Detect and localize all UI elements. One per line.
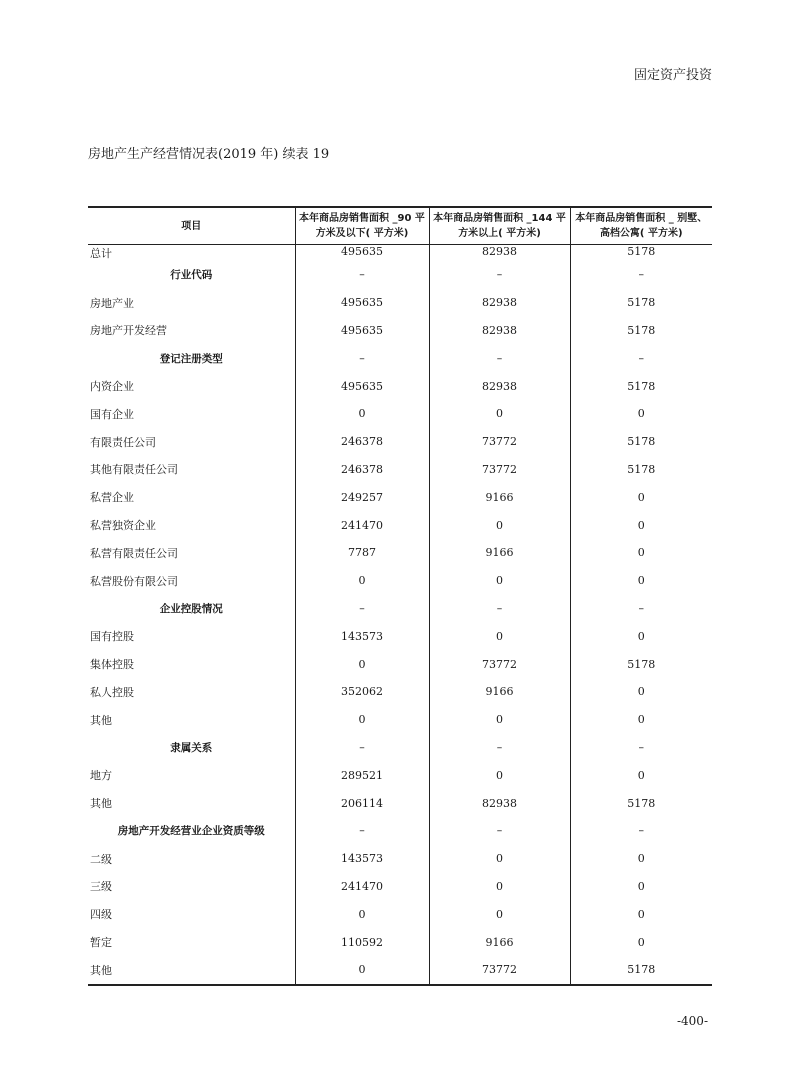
row-label: 集体控股: [90, 658, 134, 672]
row-label: 有限责任公司: [90, 435, 156, 449]
table-cell: 9166: [429, 483, 570, 511]
table-cell: 0: [570, 622, 712, 650]
table-row: [88, 956, 712, 985]
row-label: 房地产业: [90, 296, 134, 310]
table-row: [88, 344, 712, 372]
table-cell: 5178: [570, 245, 712, 262]
table-row: [88, 483, 712, 511]
table-cell: 0: [570, 845, 712, 873]
table-cell: 0: [429, 845, 570, 873]
table-cell: 5178: [570, 789, 712, 817]
table-cell: 5178: [570, 956, 712, 985]
table-cell: 73772: [429, 428, 570, 456]
table-cell: –: [429, 595, 570, 623]
row-label: 其他: [88, 956, 295, 985]
table-cell: –: [570, 817, 712, 845]
table-cell: 0: [570, 539, 712, 567]
table-row: [88, 372, 712, 400]
table-cell: –: [295, 734, 429, 762]
column-header-area-144: 本年商品房销售面积 _144 平方米以上( 平方米): [429, 207, 570, 245]
section-label: 房地产开发经营业企业资质等级: [117, 825, 265, 838]
table-cell: –: [295, 817, 429, 845]
table-cell: 0: [429, 900, 570, 928]
table-cell: 0: [295, 706, 429, 734]
row-label: 内资企业: [90, 380, 134, 394]
running-header: 固定资产投资: [633, 68, 712, 83]
table-cell: 0: [570, 900, 712, 928]
table-row: [88, 845, 712, 873]
table-cell: 0: [570, 567, 712, 595]
table-cell: 5178: [570, 317, 712, 345]
table-cell: 82938: [429, 372, 570, 400]
table-cell: 0: [429, 622, 570, 650]
table-row: [88, 456, 712, 484]
table-cell: 206114: [295, 789, 429, 817]
table-cell: –: [295, 261, 429, 289]
row-label: 国有企业: [90, 407, 134, 421]
row-label: 私营有限责任公司: [90, 546, 178, 560]
table-row: [88, 678, 712, 706]
section-label: 行业代码: [170, 269, 213, 282]
table-cell: 289521: [295, 761, 429, 789]
table-cell: 0: [429, 567, 570, 595]
row-label: 四级: [90, 908, 112, 922]
table-row: [88, 734, 712, 762]
table-cell: 82938: [429, 789, 570, 817]
table-cell: 0: [295, 900, 429, 928]
table-row: [88, 317, 712, 345]
table-cell: 249257: [295, 483, 429, 511]
row-label: 其他: [90, 713, 112, 727]
row-label: 其他: [90, 797, 112, 811]
table-cell: –: [570, 261, 712, 289]
row-label: 私营股份有限公司: [90, 574, 178, 588]
table-cell: 0: [429, 511, 570, 539]
table-cell: 0: [429, 761, 570, 789]
table-cell: –: [570, 734, 712, 762]
table-cell: 143573: [295, 845, 429, 873]
table-cell: 82938: [429, 289, 570, 317]
row-label: 其他有限责任公司: [90, 463, 178, 477]
table-row: [88, 567, 712, 595]
table-cell: 5178: [570, 456, 712, 484]
table-cell: 5178: [570, 650, 712, 678]
table-row: [88, 928, 712, 956]
table-row: [88, 428, 712, 456]
table-cell: 0: [295, 400, 429, 428]
table-cell: 241470: [295, 511, 429, 539]
table-cell: 5178: [570, 428, 712, 456]
table-cell: –: [295, 595, 429, 623]
row-label: 国有控股: [90, 630, 134, 644]
table-title: 房地产生产经营情况表(2019 年) 续表 19: [88, 147, 330, 162]
table-row: [88, 595, 712, 623]
section-label: 隶属关系: [170, 741, 213, 754]
row-label: 二级: [90, 852, 112, 866]
table-row: [88, 245, 712, 262]
data-table: [88, 206, 712, 986]
table-cell: 9166: [429, 678, 570, 706]
table-cell: 73772: [429, 650, 570, 678]
table-cell: 0: [570, 400, 712, 428]
table-cell: 0: [295, 956, 429, 985]
table-cell: 5178: [570, 289, 712, 317]
table-body: [88, 245, 712, 985]
table-cell: 0: [570, 678, 712, 706]
table-cell: –: [570, 595, 712, 623]
table-cell: 9166: [429, 928, 570, 956]
table-cell: 9166: [429, 539, 570, 567]
table-cell: 352062: [295, 678, 429, 706]
table-row: [88, 873, 712, 901]
table-cell: 246378: [295, 456, 429, 484]
section-label: 登记注册类型: [159, 352, 223, 365]
table-row: [88, 622, 712, 650]
table-row: [88, 789, 712, 817]
table-cell: 0: [429, 400, 570, 428]
table-cell: 143573: [295, 622, 429, 650]
table-cell: 73772: [429, 956, 570, 985]
table-cell: 0: [429, 873, 570, 901]
row-label: 房地产开发经营: [90, 324, 167, 338]
table-row: [88, 289, 712, 317]
table-cell: 110592: [295, 928, 429, 956]
table-cell: 82938: [429, 317, 570, 345]
column-header-item: 项目: [88, 207, 295, 245]
table-cell: –: [429, 261, 570, 289]
table-row: [88, 650, 712, 678]
data-table-container: [88, 206, 712, 986]
column-header-area-villa: 本年商品房销售面积 _ 别墅、高档公寓( 平方米): [570, 207, 712, 245]
table-row: [88, 706, 712, 734]
table-cell: 246378: [295, 428, 429, 456]
row-label: 地方: [90, 769, 112, 783]
table-row: [88, 539, 712, 567]
table-cell: –: [429, 817, 570, 845]
table-row: [88, 761, 712, 789]
row-label: 私营独资企业: [90, 519, 156, 533]
table-row: [88, 511, 712, 539]
table-cell: 82938: [429, 245, 570, 262]
table-cell: –: [570, 344, 712, 372]
table-cell: 0: [295, 567, 429, 595]
row-label: 三级: [90, 880, 112, 894]
table-cell: 0: [570, 761, 712, 789]
table-cell: 495635: [295, 372, 429, 400]
row-label: 总计: [90, 247, 112, 260]
row-label: 暂定: [90, 936, 112, 950]
table-cell: –: [429, 344, 570, 372]
row-label: 私人控股: [90, 685, 134, 699]
table-cell: 0: [570, 511, 712, 539]
table-row: [88, 400, 712, 428]
table-row: [88, 900, 712, 928]
table-cell: –: [429, 734, 570, 762]
table-cell: 0: [570, 928, 712, 956]
table-cell: 0: [429, 706, 570, 734]
table-cell: 0: [570, 873, 712, 901]
page-number: -400-: [676, 1014, 708, 1028]
table-row: [88, 817, 712, 845]
table-cell: –: [295, 344, 429, 372]
table-row: [88, 261, 712, 289]
table-cell: 0: [570, 483, 712, 511]
table-cell: 495635: [295, 317, 429, 345]
table-cell: 0: [295, 650, 429, 678]
table-cell: 495635: [295, 245, 429, 262]
table-cell: 0: [570, 706, 712, 734]
table-cell: 241470: [295, 873, 429, 901]
table-cell: 5178: [570, 372, 712, 400]
table-header-row: [88, 207, 712, 245]
table-cell: 73772: [429, 456, 570, 484]
section-label: 企业控股情况: [159, 602, 223, 615]
table-cell: 7787: [295, 539, 429, 567]
row-label: 私营企业: [90, 491, 134, 505]
table-cell: 495635: [295, 289, 429, 317]
column-header-area-90: 本年商品房销售面积 _90 平方米及以下( 平方米): [295, 207, 429, 245]
